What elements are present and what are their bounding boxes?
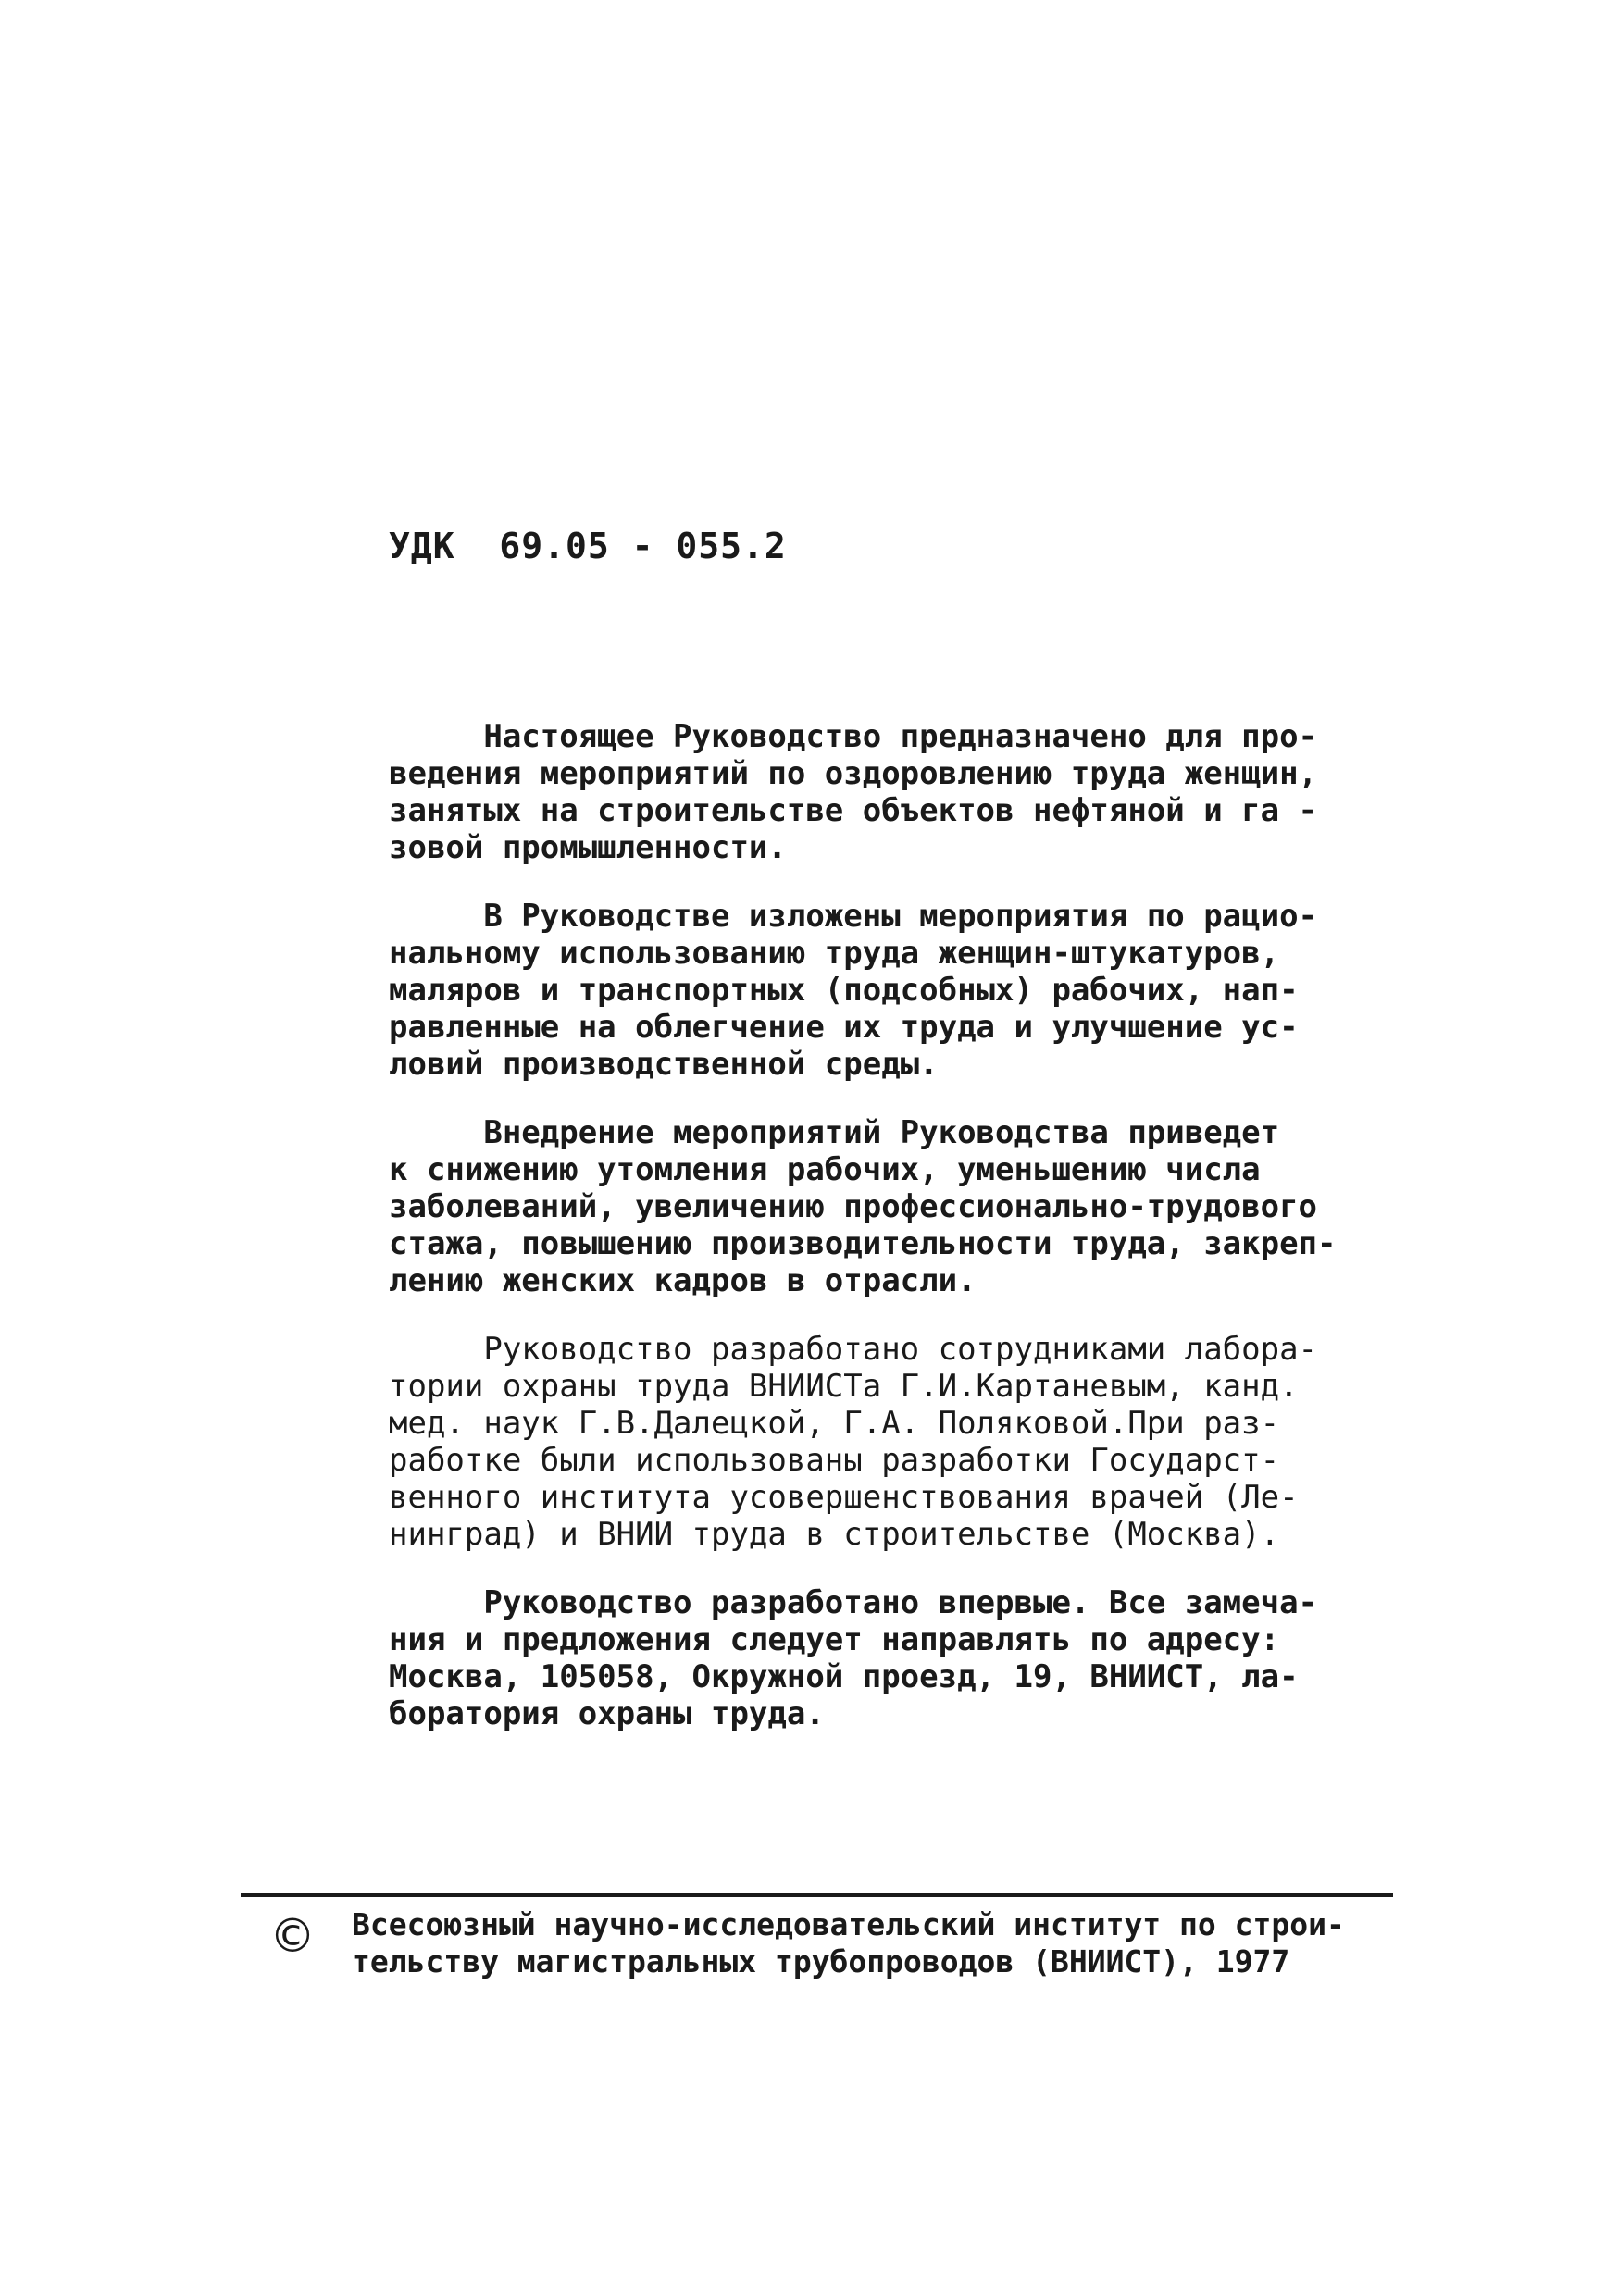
text-line: равленные на облегчение их труда и улучшение ус- — [389, 1009, 1299, 1046]
text-line: к снижению утомления рабочих, уменьшению числа — [389, 1151, 1261, 1188]
text-line: нальному использованию труда женщин-штукатуров, — [389, 935, 1280, 972]
paragraph-effects — [389, 1114, 1337, 1299]
text-line: ведения мероприятий по оздоровлению труда женщин, — [389, 755, 1318, 792]
paragraph-measures — [389, 898, 1333, 1083]
text-line: Руководство разработано впервые. Все замеча- — [389, 1584, 1318, 1621]
text-line: работке были использованы разработки Государст- — [389, 1442, 1280, 1479]
text-line: ловий производственной среды. — [389, 1046, 939, 1083]
text-line: венного института усовершенствования врачей (Ле- — [389, 1479, 1299, 1516]
text-line: занятых на строительстве объектов нефтяной и га - — [389, 792, 1318, 829]
text-line: В Руководстве изложены мероприятия по рацио- — [389, 898, 1318, 935]
text-line: мед. наук Г.В.Далецкой, Г.А. Поляковой.При раз- — [389, 1405, 1280, 1442]
text-line: Настоящее Руководство предназначено для про- — [389, 718, 1318, 755]
text-line: Москва, 105058, Окружной проезд, 19, ВНИИСТ, ла- — [389, 1658, 1299, 1695]
paragraph-purpose — [389, 718, 1333, 866]
text-line: ния и предложения следует направлять по адресу: — [389, 1621, 1280, 1658]
text-line: Руководство разработано сотрудниками лабора- — [389, 1331, 1318, 1368]
copyright-line: Всесоюзный научно-исследовательский институт по строи- — [352, 1906, 1345, 1942]
text-line: нинград) и ВНИИ труда в строительстве (Москва). — [389, 1516, 1280, 1553]
copyright-icon: © — [269, 1909, 316, 1963]
udk-code: УДК 69.05 - 055.2 — [389, 526, 787, 566]
main-text — [389, 718, 1337, 1764]
paragraph-contact — [389, 1584, 1333, 1732]
text-line: маляров и транспортных (подсобных) рабочих, нап- — [389, 972, 1299, 1009]
text-line: Внедрение мероприятий Руководства приведет — [389, 1114, 1280, 1151]
paragraph-authors — [389, 1331, 1333, 1553]
footer-divider — [241, 1893, 1393, 1897]
text-line: стажа, повышению производительности труда, закреп- — [389, 1225, 1337, 1262]
text-line: боратория охраны труда. — [389, 1695, 825, 1732]
text-line: заболеваний, увеличению профессионально-трудового — [389, 1188, 1318, 1225]
text-line: зовой промышленности. — [389, 829, 787, 866]
copyright-line: тельству магистральных трубопроводов (ВНИИСТ), 1977 — [352, 1943, 1290, 1980]
text-line: лению женских кадров в отрасли. — [389, 1262, 977, 1299]
text-line: тории охраны труда ВНИИСТа Г.И.Картаневым, канд. — [389, 1368, 1299, 1405]
copyright-notice — [352, 1906, 1345, 1980]
